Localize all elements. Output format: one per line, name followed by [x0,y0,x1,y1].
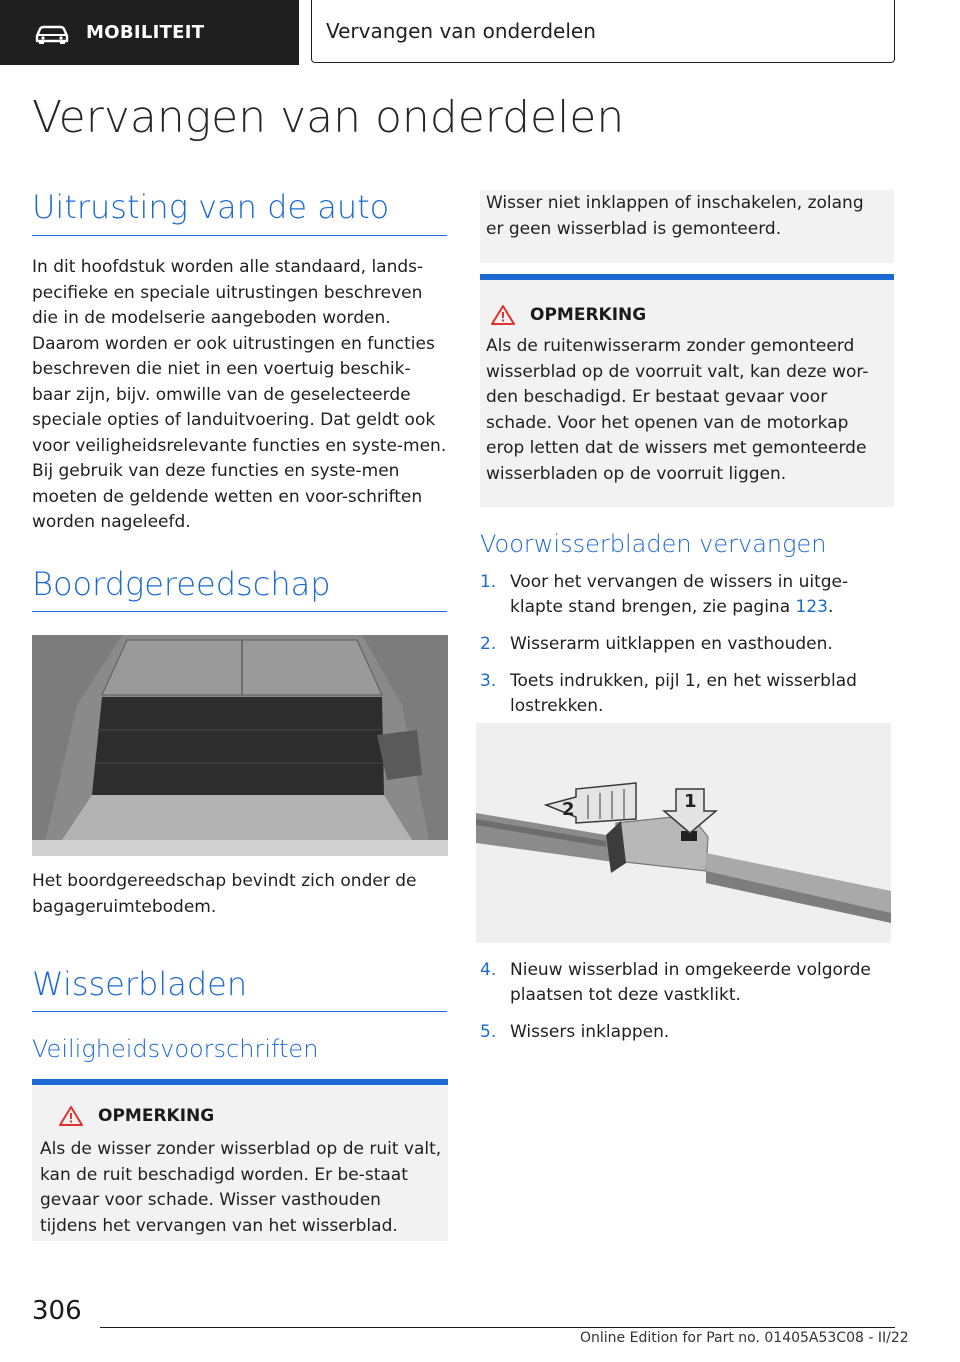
notice-title: OPMERKING [98,1106,215,1126]
list-item [480,1020,890,1045]
notice-text: Als de wisser zonder wisserblad op de ruit valt, kan de ruit beschadigd worden. Er be-staat gevaar voor schade. Wisser vasthouden tijdens het vervangen van het wisserblad. [40,1139,442,1236]
heading-rule [32,1011,447,1012]
figure-label-2: 2 [562,799,575,820]
page-title: Vervangen van onderdelen [32,92,625,143]
footer-edition: Online Edition for Part no. 01405A53C08 - II/22 [580,1330,909,1346]
notice-header [490,304,646,326]
breadcrumb-label: Vervangen van onderdelen [326,19,596,43]
step-text: Wissers inklappen. [510,1022,670,1042]
heading-wipers: Wisserbladen [32,965,248,1003]
list-item [480,570,890,620]
footer-rule [100,1327,895,1328]
steps-list [480,958,890,1057]
step-number: 4. [480,960,497,980]
notice-box [480,274,894,507]
notice-continuation-text: Wisser niet inklappen of inschakelen, zolang er geen wisserblad is gemonteerd. [486,193,864,239]
notice-header [58,1105,214,1127]
wiper-figure [476,723,891,943]
figure-label-1: 1 [684,791,697,812]
heading-front-wipers: Voorwisserbladen vervangen [480,530,827,558]
step-text: Toets indrukken, pijl 1, en het wisserblad lostrekken. [510,671,857,716]
notice-accent-bar [480,274,894,280]
step-text: Wisserarm uitklappen en vasthouden. [510,634,833,654]
list-item [480,632,890,657]
toolkit-caption: Het boordgereedschap bevindt zich onder de bagageruimtebodem. [32,871,417,917]
page-number: 306 [32,1296,82,1326]
step-number: 2. [480,634,497,654]
step-text [510,570,890,620]
page-link[interactable]: 123 [795,597,828,617]
section-label: MOBILITEIT [86,22,205,43]
notice-box [32,1079,448,1241]
heading-toolkit: Boordgereedschap [32,565,331,603]
heading-equipment: Uitrusting van de auto [32,188,390,226]
step-number: 3. [480,671,497,691]
step-text: Nieuw wisserblad in omgekeerde volgorde plaatsen tot deze vastklikt. [510,960,871,1005]
step-text-suffix: . [827,597,834,617]
car-icon [34,21,70,45]
notice-accent-bar [32,1079,448,1085]
breadcrumb [311,0,895,63]
steps-list [480,570,890,731]
heading-rule [32,235,447,236]
trunk-photo [32,635,448,856]
step-number: 1. [480,572,497,592]
step-text-body: Voor het vervangen de wissers in uitge-klapte stand brengen, zie pagina [510,572,849,617]
warning-triangle-icon [58,1105,84,1127]
notice-title: OPMERKING [530,305,647,325]
list-item [480,669,890,719]
notice-continuation-box [480,190,894,263]
warning-triangle-icon [490,304,516,326]
step-number: 5. [480,1022,497,1042]
heading-rule [32,611,447,612]
heading-safety: Veiligheidsvoorschriften [32,1035,319,1063]
section-tab [0,0,299,65]
list-item [480,958,890,1008]
notice-text: Als de ruitenwisserarm zonder gemonteerd wisserblad op de voorruit valt, kan deze wor-den beschadigd. Er bestaat gevaar voor schade. Voor het openen van de motorkap erop letten dat de wissers met gemonteerde wisserbladen op de voorruit liggen. [486,336,869,484]
equipment-paragraph: In dit hoofdstuk worden alle standaard, lands-pecifieke en speciale uitrustingen beschreven die in de modelserie aangeboden worden. Daarom worden er ook uitrustingen en functies beschreven die niet in een voertuig beschik-baar zijn, bijv. omwille van de geselecteerde speciale opties of landuitvoering. Dat geldt ook voor veiligheidsrelevante functies en syste-men. Bij gebruik van deze functies en syste-men moeten de geldende wetten en voor-schriften worden nageleefd. [32,257,447,532]
